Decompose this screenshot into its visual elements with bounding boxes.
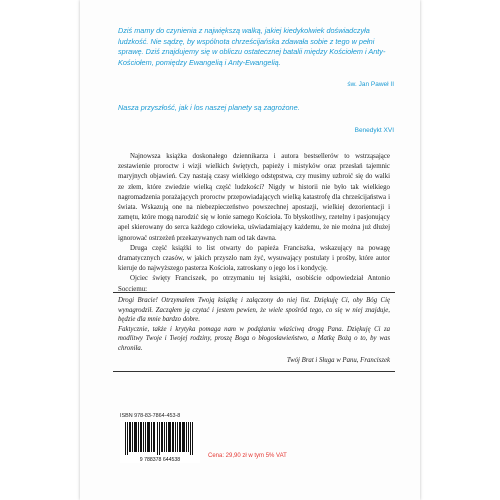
- barcode-icon: [120, 421, 200, 463]
- quote-benedict-source: Benedykt XVI: [354, 127, 394, 134]
- blurb-paragraph: Ojciec święty Franciszek, po otrzymaniu tej książki, osobiście odpowiedział Antonio Socciemu:: [118, 275, 390, 293]
- isbn-label: ISBN 978-83-7864-453-8: [120, 413, 181, 419]
- blurb-paragraph: Najnowsza książka doskonałego dziennikarza i autora bestsellerów to wstrząsające zestawienie proroctw i wizji wielkich świętych, papieży i mistyków oraz przesłań tajemnic maryjnych objawień. Czy nastają czasy wielkiego odstępstwa, czy musimy uzbroić się do walki ze złem, które zwiedzie wielką część ludzkości? Nigdy w historii nie było tak wielkiego nagromadzenia porażających proroctw przepowiadających wielką katastrofę dla chrześcijaństwa i świata. Wskazują one na niebezpieczeństwo powszechnej apostazji, wielkiej dezorientacji i zamętu, które mogą narodzić się w łonie samego Kościoła. To błyskotliwy, rzetelny i pasjonujący apel skierowany do serca każdego człowieka, uświadamiający każdemu, że nie można już dłużej ignorować ostrzeżeń przekazywanych nam od tak dawna.: [118, 153, 390, 242]
- letter-paragraph: Faktycznie, także i krytyka pomaga nam w podążaniu właściwą drogą Pana. Dziękuję Ci za modlitwy Twoje i Twojej rodziny, proszę Boga o błogosławieństwo, a Matkę Bożą o to, by was chroniła.: [118, 325, 390, 352]
- price-label: Cena: 29,90 zł w tym 5% VAT: [208, 453, 287, 459]
- quote-benedict: Nasza przyszłość, jak i los naszej planety są zagrożone.: [118, 103, 300, 112]
- blurb-paragraph: Druga część książki to list otwarty do papieża Franciszka, wskazujący na powagę dramatycznych czasów, w jakich przyszło nam żyć, wysuwający postulaty i prośby, które autor kieruje do najwyższego pasterza Kościoła, zatroskany o jego los i kondycję.: [118, 244, 390, 273]
- blurb-text: [118, 152, 390, 295]
- letter-paragraph: Drogi Bracie! Otrzymałem Twoją książkę i załączony do niej list. Dziękuję Ci, oby Bóg Cię wynagrodził. Zacząłem ją czytać i jestem pewien, że wiele spośród tego, co się w niej znajduje, będzie dla mnie bardzo dobre.: [118, 297, 390, 324]
- back-cover: [80, 0, 420, 500]
- pope-letter-box: [113, 292, 395, 372]
- letter-signature: Twój Brat i Sługa w Panu, Franciszek: [286, 356, 390, 364]
- quote-john-paul-source: św. Jan Paweł II: [347, 81, 394, 88]
- quote-john-paul: Dziś mamy do czynienia z największą walką, jakiej kiedykolwiek doświadczyła ludzkość. Nie sądzę, by wspólnota chrześcijańska zdawała sobie z tego w pełni sprawę. Dziś znajdujemy się w obliczu ostatecznej batalii między Kościołem i Anty-Kościołem, pomiędzy Ewangelią i Anty-Ewangelią.: [118, 26, 386, 67]
- barcode-digits: 9 788378 644538: [139, 457, 181, 463]
